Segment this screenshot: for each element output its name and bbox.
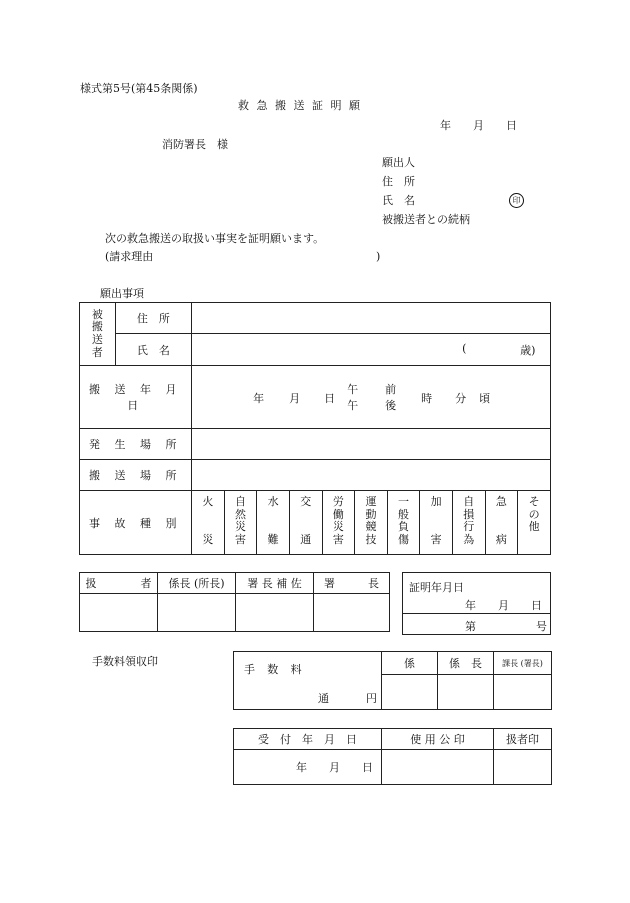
staff-table [79,572,390,632]
accident-type-cell[interactable] [289,491,322,555]
staff3-seal-box[interactable] [494,675,552,710]
yen-label: 円 [366,691,377,705]
accident-type-top: 火 [202,495,214,508]
patient-name-field[interactable] [192,334,551,366]
reason-close: ) [376,250,381,263]
occurrence-place-field[interactable] [192,429,551,460]
accident-type-top: 一般負傷 [398,495,410,546]
accident-type-top: 急 [495,495,507,508]
approx-label: 頃 [479,392,491,405]
official-seal-label: 使 用 公 印 [382,729,494,750]
staff3-label: 課長 (署長) [494,652,552,675]
date-month: 月 [289,392,301,405]
certificate-box [402,572,551,635]
accident-type-cell[interactable] [322,491,355,555]
accident-type-bottom: 難 [267,533,279,546]
accident-type-top: 運動競技 [365,495,377,546]
accident-type-cell[interactable] [420,491,453,555]
accident-type-cell[interactable] [485,491,518,555]
chief-seal-box[interactable] [158,594,236,632]
accident-type-bottom: 災 [202,533,214,546]
cert-no-suffix: 号 [536,620,547,633]
accident-type-cell[interactable] [192,491,225,555]
patient-address-field[interactable] [192,303,551,334]
items-heading: 願出事項 [100,287,144,300]
age-open: ( [462,342,467,355]
handler-seal-label: 扱者印 [494,729,552,750]
accident-type-top: その他 [528,495,540,534]
minute-label: 分 [455,392,467,405]
fee-table [233,651,552,710]
form-number: 様式第5号(第45条関係) [80,82,198,95]
accident-type-top: 水 [267,495,279,508]
occurrence-place-label: 発 生 場 所 [80,429,192,460]
accident-type-label: 事 故 種 別 [80,491,192,555]
relation-label: 被搬送者との続柄 [382,213,470,226]
head-label: 署 長 [314,573,390,594]
patient-address-label: 住 所 [115,303,191,334]
cert-no-prefix: 第 [465,620,476,633]
seal-mark [509,193,524,208]
deputy-seal-box[interactable] [236,594,314,632]
received-date-label: 受 付 年 月 日 [234,729,382,750]
accident-type-bottom: 通 [300,533,312,546]
seal-icon: 印 [509,193,524,208]
submission-date: 年 月 日 [440,119,517,132]
deputy-label: 署 長 補 佐 [236,573,314,594]
handler-seal-box-2[interactable] [494,750,552,785]
staff2-label: 係 長 [438,652,494,675]
accident-type-top: 労働災害 [332,495,344,546]
accident-type-top: 自損行為 [463,495,475,546]
patient-cell [80,303,116,366]
staff1-seal-box[interactable] [382,675,438,710]
applicant-address-label: 住 所 [382,175,415,188]
handler-seal-box[interactable] [80,594,158,632]
fee-cell[interactable] [234,652,382,710]
transport-place-field[interactable] [192,460,551,491]
applicant-heading: 願出人 [382,156,415,169]
date-year: 年 [253,392,265,405]
accident-type-top: 加 [430,495,442,508]
hour-label: 時 [421,392,433,405]
accident-type-cell[interactable] [224,491,257,555]
accident-type-bottom: 病 [495,533,507,546]
patient-label: 被搬送者 [91,307,103,359]
form-title: 救 急 搬 送 証 明 願 [238,99,362,112]
accident-type-cell[interactable] [355,491,388,555]
accident-type-cell[interactable] [387,491,420,555]
transport-date-field[interactable] [192,366,551,429]
official-seal-box[interactable] [382,750,494,785]
pm-label: 後 [385,399,397,412]
staff1-label: 係 [382,652,438,675]
reason-open: (請求理由 [105,250,154,263]
applicant-name-label: 氏 名 [382,194,415,207]
main-table [79,302,551,555]
am-label: 前 [385,383,397,396]
handler-label: 扱 者 [80,573,158,594]
gozen-bottom: 午 [347,399,359,412]
received-date-value[interactable]: 年 月 日 [234,750,382,785]
age-unit: 歳) [520,344,536,357]
accident-type-bottom: 害 [430,533,442,546]
accident-type-cell[interactable] [452,491,485,555]
cert-date-value: 年 月 日 [465,599,542,612]
addressee: 消防署長 様 [162,138,228,151]
accident-type-top: 交 [300,495,312,508]
cert-number-cell[interactable] [403,614,551,635]
chief-label: 係長 (所長) [158,573,236,594]
transport-date-label: 搬 送 年 月 日 [80,366,192,429]
accident-type-cell[interactable] [518,491,551,555]
accident-type-cell[interactable] [257,491,290,555]
transport-place-label: 搬 送 場 所 [80,460,192,491]
fee-label: 手 数 料 [244,662,306,676]
statement: 次の救急搬送の取扱い事実を証明願います。 [105,232,325,245]
cert-date-cell[interactable] [403,573,551,614]
head-seal-box[interactable] [314,594,390,632]
gozen-top: 午 [347,383,359,396]
cert-date-label: 証明年月日 [409,581,464,594]
date-day: 日 [324,392,336,405]
receipt-table [233,728,552,785]
copies-label: 通 [318,691,329,705]
fee-receipt-label: 手数料領収印 [92,655,158,668]
patient-name-label: 氏 名 [115,334,191,366]
staff2-seal-box[interactable] [438,675,494,710]
accident-type-top: 自然災害 [235,495,246,546]
